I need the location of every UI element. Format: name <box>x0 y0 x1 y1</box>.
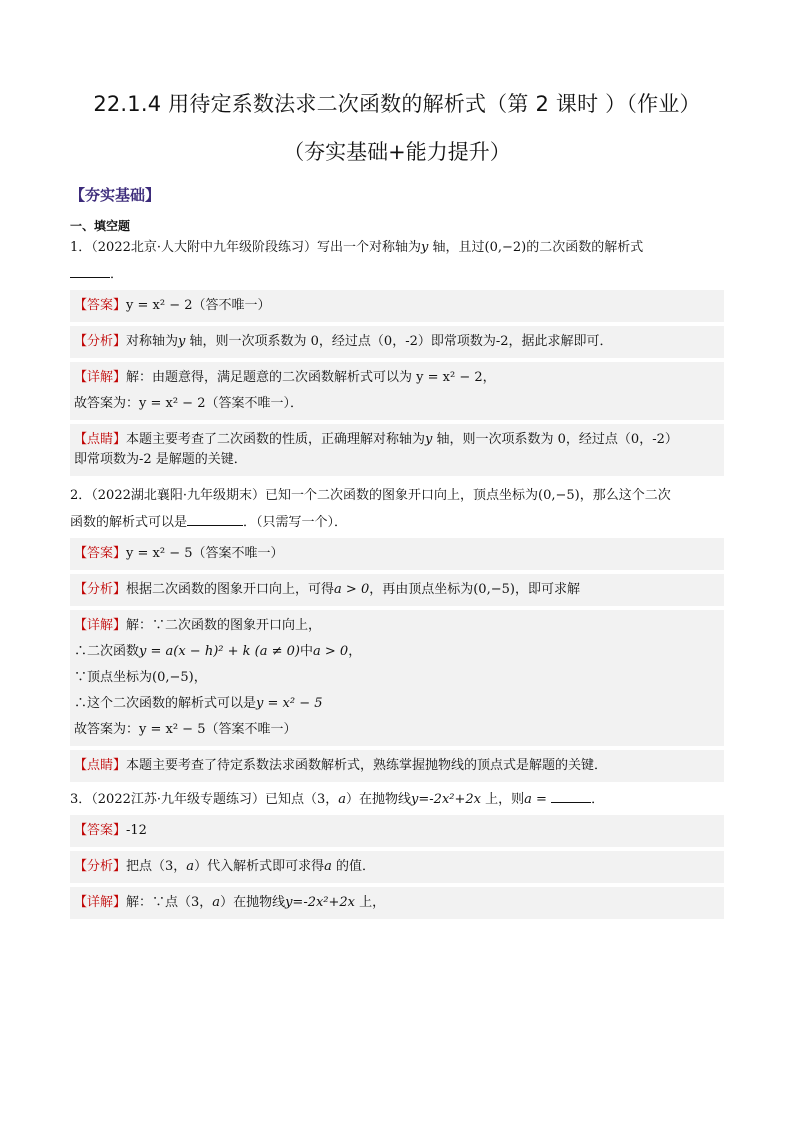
detail-box: 【详解】解：∵二次函数的图象开口向上， ∴二次函数y = a(x − h)² + k (a ≠ 0)中a > 0， ∵顶点坐标为(0,−5)， ∴这个二次函数的解析式可以是y = x² − 5 故答案为：y = x² − 5（答案不唯一） <box>70 610 724 746</box>
analysis-box: 【分析】把点（3，a）代入解析式即可求得a 的值． <box>70 851 724 883</box>
page-subtitle: （夯实基础+能力提升） <box>283 140 511 164</box>
answer-blank <box>551 788 591 803</box>
part-heading: 一、填空题 <box>70 219 131 233</box>
section-heading: 【夯实基础】 <box>70 186 161 204</box>
answer-blank <box>187 511 243 526</box>
answer-box: 【答案】y = x² − 5（答案不唯一） <box>70 538 724 570</box>
answer-box: 【答案】-12 <box>70 815 724 847</box>
comment-box: 【点睛】本题主要考查了待定系数法求函数解析式，熟练掌握抛物线的顶点式是解题的关键． <box>70 750 724 782</box>
question-3: 3．（2022江苏·九年级专题练习）已知点（3，a）在抛物线y=-2x²+2x 上，则a = ． <box>70 786 724 813</box>
comment-box: 【点睛】本题主要考查了二次函数的性质，正确理解对称轴为y 轴，则一次项系数为 0，经过点（0，-2） 即常项数为-2 是解题的关键． <box>70 424 724 476</box>
detail-box: 【详解】解：由题意得，满足题意的二次函数解析式可以为 y = x² − 2， 故答案为：y = x² − 2（答案不唯一）． <box>70 362 724 420</box>
analysis-box: 【分析】对称轴为y 轴，则一次项系数为 0，经过点（0，-2）即常项数为-2，据此求解即可． <box>70 326 724 358</box>
page-title: 22.1.4 用待定系数法求二次函数的解析式（第 2 课时 ）（作业） <box>93 92 701 116</box>
detail-box: 【详解】解：∵点（3，a）在抛物线y=-2x²+2x 上， <box>70 887 724 919</box>
question-1: 1．（2022北京·人大附中九年级阶段练习）写出一个对称轴为y 轴，且过(0,−2)的二次函数的解析式 ． <box>70 240 644 282</box>
analysis-box: 【分析】根据二次函数的图象开口向上，可得a > 0，再由顶点坐标为(0,−5)，即可求解 <box>70 574 724 606</box>
document-page <box>70 92 724 919</box>
answer-box: 【答案】y = x² − 2（答不唯一） <box>70 290 724 322</box>
question-2: 2．（2022湖北襄阳·九年级期末）已知一个二次函数的图象开口向上，顶点坐标为(0,−5)，那么这个二次 函数的解析式可以是 ．（只需写一个）． <box>70 488 671 530</box>
answer-blank <box>70 263 110 278</box>
